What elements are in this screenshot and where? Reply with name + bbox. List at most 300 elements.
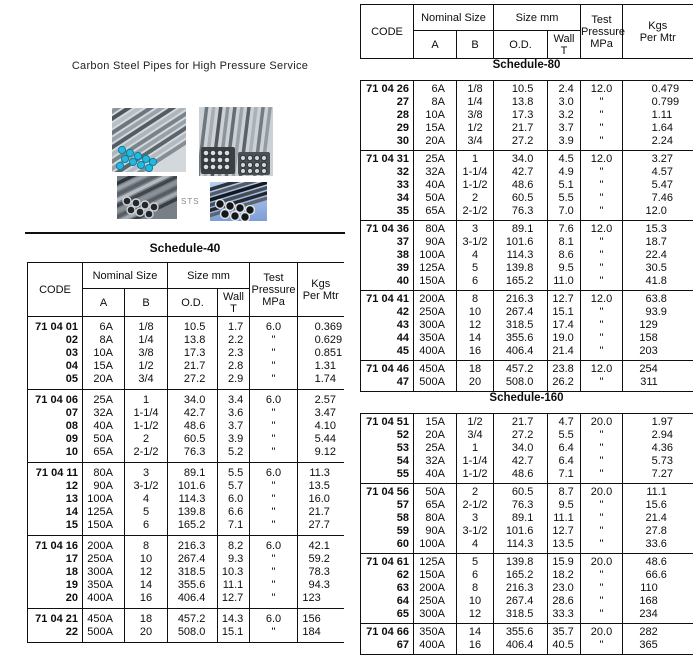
wall-cell: 12 .7 bbox=[218, 592, 250, 609]
od-cell: 101 .6 bbox=[494, 525, 548, 538]
wall-cell: 8 .7 bbox=[548, 484, 581, 500]
kgs-cell: 282 bbox=[623, 624, 693, 640]
nominal-b-cell: 1-1/2 bbox=[125, 420, 168, 433]
od-cell: 27 .2 bbox=[494, 429, 548, 442]
kgs-cell: 4 .36 bbox=[623, 442, 693, 455]
nominal-b-cell: 5 bbox=[457, 262, 494, 275]
col-header-wall-t: Wall T bbox=[218, 289, 250, 317]
code-cell: 45 bbox=[361, 345, 414, 361]
table-row bbox=[361, 468, 693, 484]
code-cell: 02 bbox=[28, 334, 83, 347]
table-row bbox=[361, 345, 693, 361]
od-cell: 355 .6 bbox=[494, 624, 548, 640]
od-cell: 406 .4 bbox=[494, 345, 548, 361]
kgs-cell: 184 bbox=[298, 626, 344, 643]
kgs-cell: 30 .5 bbox=[623, 262, 693, 275]
table-row bbox=[361, 554, 693, 570]
wall-cell: 3 .6 bbox=[218, 407, 250, 420]
code-cell: 59 bbox=[361, 525, 414, 538]
wall-cell: 9 .5 bbox=[548, 499, 581, 512]
od-cell: 10 .5 bbox=[494, 81, 548, 97]
kgs-cell: 3 .27 bbox=[623, 151, 693, 167]
pressure-cell: " bbox=[250, 373, 298, 390]
od-cell: 508 .0 bbox=[494, 376, 548, 392]
nominal-a-cell: 100A bbox=[83, 493, 125, 506]
od-cell: 13 .8 bbox=[494, 96, 548, 109]
od-cell: 114 .3 bbox=[494, 538, 548, 554]
table-row bbox=[28, 407, 344, 420]
nominal-a-cell: 500A bbox=[414, 376, 457, 392]
kgs-cell: 168 bbox=[623, 595, 693, 608]
code-cell: 71 04 36 bbox=[361, 221, 414, 237]
table-row bbox=[28, 446, 344, 463]
pressure-cell: " bbox=[581, 468, 623, 484]
nominal-a-cell: 300A bbox=[83, 566, 125, 579]
table-row bbox=[361, 608, 693, 624]
nominal-b-cell: 8 bbox=[125, 536, 168, 554]
od-cell: 457 .2 bbox=[168, 609, 218, 627]
od-cell: 27 .2 bbox=[494, 135, 548, 151]
code-cell: 03 bbox=[28, 347, 83, 360]
schedule-band-row bbox=[361, 392, 693, 414]
nominal-a-cell: 20A bbox=[414, 135, 457, 151]
table-row bbox=[361, 135, 693, 151]
col-header-kgs-per-mtr: Kgs Per Mtr bbox=[298, 263, 344, 317]
wall-cell: 11 .1 bbox=[548, 512, 581, 525]
nominal-a-cell: 125A bbox=[414, 554, 457, 570]
col-header-a: A bbox=[414, 31, 457, 59]
schedule40-heading: Schedule-40 bbox=[149, 241, 221, 255]
code-cell: 71 04 46 bbox=[361, 361, 414, 377]
pressure-cell: " bbox=[581, 525, 623, 538]
pressure-cell: " bbox=[250, 566, 298, 579]
od-cell: 76 .3 bbox=[168, 446, 218, 463]
right-tbody bbox=[361, 59, 693, 655]
nominal-a-cell: 400A bbox=[414, 345, 457, 361]
table-row bbox=[28, 579, 344, 592]
nominal-a-cell: 80A bbox=[414, 221, 457, 237]
code-cell: 57 bbox=[361, 499, 414, 512]
table-row bbox=[361, 291, 693, 307]
table-row bbox=[361, 205, 693, 221]
pressure-cell: " bbox=[250, 519, 298, 536]
od-cell: 27 .2 bbox=[168, 373, 218, 390]
code-cell: 55 bbox=[361, 468, 414, 484]
code-cell: 71 04 56 bbox=[361, 484, 414, 500]
nominal-b-cell: 20 bbox=[457, 376, 494, 392]
pressure-cell: " bbox=[250, 347, 298, 360]
nominal-b-cell: 6 bbox=[125, 519, 168, 536]
kgs-cell: 21 .7 bbox=[298, 506, 344, 519]
wall-cell: 8 .2 bbox=[218, 536, 250, 554]
table-row bbox=[361, 624, 693, 640]
pressure-cell: 12.0 bbox=[581, 291, 623, 307]
od-cell: 355 .6 bbox=[494, 332, 548, 345]
nominal-b-cell: 3/4 bbox=[125, 373, 168, 390]
wall-cell: 12 .7 bbox=[548, 525, 581, 538]
nominal-a-cell: 65A bbox=[83, 446, 125, 463]
code-cell: 64 bbox=[361, 595, 414, 608]
pressure-cell: " bbox=[581, 262, 623, 275]
nominal-b-cell: 3/4 bbox=[457, 135, 494, 151]
code-cell: 60 bbox=[361, 538, 414, 554]
nominal-b-cell: 10 bbox=[125, 553, 168, 566]
wall-cell: 14 .3 bbox=[218, 609, 250, 627]
nominal-a-cell: 125A bbox=[414, 262, 457, 275]
wall-cell: 5 .1 bbox=[548, 179, 581, 192]
wall-cell: 2 .3 bbox=[218, 347, 250, 360]
kgs-cell: 11 .3 bbox=[298, 463, 344, 481]
nominal-b-cell: 3/8 bbox=[125, 347, 168, 360]
wall-cell: 6 .4 bbox=[548, 455, 581, 468]
nominal-a-cell: 32A bbox=[414, 455, 457, 468]
pressure-cell: " bbox=[581, 455, 623, 468]
od-cell: 42 .7 bbox=[168, 407, 218, 420]
wall-cell: 7 .6 bbox=[548, 221, 581, 237]
nominal-a-cell: 40A bbox=[83, 420, 125, 433]
table-row bbox=[361, 192, 693, 205]
table-row bbox=[28, 553, 344, 566]
nominal-a-cell: 15A bbox=[83, 360, 125, 373]
pressure-cell: " bbox=[581, 109, 623, 122]
od-cell: 13 .8 bbox=[168, 334, 218, 347]
code-cell: 71 04 01 bbox=[28, 317, 83, 335]
kgs-cell: 78 .3 bbox=[298, 566, 344, 579]
od-cell: 216 .3 bbox=[494, 582, 548, 595]
nominal-a-cell: 25A bbox=[414, 442, 457, 455]
table-row bbox=[361, 122, 693, 135]
table-row bbox=[361, 96, 693, 109]
table-row bbox=[361, 306, 693, 319]
od-cell: 76 .3 bbox=[494, 205, 548, 221]
pressure-cell: 6.0 bbox=[250, 390, 298, 408]
table-row bbox=[361, 484, 693, 500]
kgs-cell: 311 bbox=[623, 376, 693, 392]
pressure-cell: " bbox=[250, 433, 298, 446]
pressure-cell: 6.0 bbox=[250, 463, 298, 481]
od-cell: 60 .5 bbox=[494, 484, 548, 500]
pipes-photo-dark-angled bbox=[117, 176, 177, 224]
kgs-cell: 5 .44 bbox=[298, 433, 344, 446]
schedule80-160-table bbox=[360, 4, 693, 655]
pressure-cell: " bbox=[250, 592, 298, 609]
col-header-od: O.D. bbox=[168, 289, 218, 317]
nominal-b-cell: 1 bbox=[457, 442, 494, 455]
pressure-cell: " bbox=[581, 538, 623, 554]
code-cell: 08 bbox=[28, 420, 83, 433]
nominal-b-cell: 18 bbox=[125, 609, 168, 627]
wall-cell: 2 .2 bbox=[218, 334, 250, 347]
code-cell: 15 bbox=[28, 519, 83, 536]
sts-caption: STS bbox=[181, 197, 200, 206]
table-row bbox=[28, 373, 344, 390]
nominal-b-cell: 12 bbox=[457, 319, 494, 332]
pressure-cell: " bbox=[250, 360, 298, 373]
wall-cell: 6 .0 bbox=[218, 493, 250, 506]
table-row bbox=[28, 433, 344, 446]
od-cell: 165 .2 bbox=[168, 519, 218, 536]
nominal-b-cell: 1/2 bbox=[125, 360, 168, 373]
wall-cell: 10 .3 bbox=[218, 566, 250, 579]
nominal-b-cell: 5 bbox=[125, 506, 168, 519]
pressure-cell: " bbox=[581, 639, 623, 655]
schedule-band-title: Schedule-160 bbox=[361, 392, 693, 414]
code-cell: 09 bbox=[28, 433, 83, 446]
kgs-cell: 5 .47 bbox=[623, 179, 693, 192]
kgs-cell: 254 bbox=[623, 361, 693, 377]
table-row bbox=[28, 390, 344, 408]
code-cell: 71 04 41 bbox=[361, 291, 414, 307]
nominal-a-cell: 25A bbox=[414, 151, 457, 167]
pressure-cell: " bbox=[250, 493, 298, 506]
kgs-cell: 15 .3 bbox=[623, 221, 693, 237]
kgs-cell: 5 .73 bbox=[623, 455, 693, 468]
pressure-cell: " bbox=[581, 499, 623, 512]
nominal-a-cell: 500A bbox=[83, 626, 125, 643]
nominal-a-cell: 32A bbox=[414, 166, 457, 179]
pressure-cell: 12.0 bbox=[581, 361, 623, 377]
wall-cell: 2 .4 bbox=[548, 81, 581, 97]
nominal-b-cell: 10 bbox=[457, 595, 494, 608]
kgs-cell: 203 bbox=[623, 345, 693, 361]
kgs-cell: 4 .57 bbox=[623, 166, 693, 179]
kgs-cell: 63 .8 bbox=[623, 291, 693, 307]
pressure-cell: 12.0 bbox=[581, 151, 623, 167]
nominal-a-cell: 6A bbox=[83, 317, 125, 335]
nominal-a-cell: 80A bbox=[83, 463, 125, 481]
od-cell: 139 .8 bbox=[168, 506, 218, 519]
nominal-b-cell: 1/4 bbox=[457, 96, 494, 109]
table-row bbox=[361, 361, 693, 377]
wall-cell: 4 .5 bbox=[548, 151, 581, 167]
pressure-cell: 12.0 bbox=[581, 81, 623, 97]
pressure-cell: 6.0 bbox=[250, 609, 298, 627]
nominal-b-cell: 1-1/2 bbox=[457, 468, 494, 484]
pressure-cell: " bbox=[581, 249, 623, 262]
col-header-code: CODE bbox=[28, 263, 83, 317]
code-cell: 14 bbox=[28, 506, 83, 519]
pressure-cell: " bbox=[250, 553, 298, 566]
nominal-b-cell: 2-1/2 bbox=[457, 499, 494, 512]
nominal-b-cell: 4 bbox=[125, 493, 168, 506]
table-row bbox=[361, 455, 693, 468]
code-cell: 20 bbox=[28, 592, 83, 609]
table-row bbox=[361, 429, 693, 442]
nominal-b-cell: 10 bbox=[457, 306, 494, 319]
table-row bbox=[361, 275, 693, 291]
code-cell: 42 bbox=[361, 306, 414, 319]
nominal-a-cell: 450A bbox=[83, 609, 125, 627]
table-row bbox=[361, 236, 693, 249]
wall-cell: 5 .5 bbox=[548, 192, 581, 205]
nominal-a-cell: 32A bbox=[83, 407, 125, 420]
wall-cell: 19 .0 bbox=[548, 332, 581, 345]
wall-cell: 12 .7 bbox=[548, 291, 581, 307]
nominal-a-cell: 10A bbox=[414, 109, 457, 122]
code-cell: 19 bbox=[28, 579, 83, 592]
nominal-b-cell: 16 bbox=[457, 639, 494, 655]
kgs-cell: 41 .8 bbox=[623, 275, 693, 291]
code-cell: 67 bbox=[361, 639, 414, 655]
kgs-cell: 11 .1 bbox=[623, 484, 693, 500]
col-header-a: A bbox=[83, 289, 125, 317]
nominal-b-cell: 3 bbox=[457, 221, 494, 237]
wall-cell: 8 .6 bbox=[548, 249, 581, 262]
od-cell: 89 .1 bbox=[494, 221, 548, 237]
nominal-b-cell: 2 bbox=[457, 192, 494, 205]
nominal-b-cell: 12 bbox=[125, 566, 168, 579]
nominal-a-cell: 450A bbox=[414, 361, 457, 377]
wall-cell: 3 .9 bbox=[548, 135, 581, 151]
code-cell: 34 bbox=[361, 192, 414, 205]
pressure-cell: " bbox=[581, 319, 623, 332]
wall-cell: 13 .5 bbox=[548, 538, 581, 554]
od-cell: 267 .4 bbox=[168, 553, 218, 566]
kgs-cell: 42 .1 bbox=[298, 536, 344, 554]
kgs-cell: 2 .94 bbox=[623, 429, 693, 442]
nominal-b-cell: 1-1/4 bbox=[457, 166, 494, 179]
code-cell: 29 bbox=[361, 122, 414, 135]
pressure-cell: " bbox=[581, 608, 623, 624]
table-row bbox=[361, 569, 693, 582]
od-cell: 139 .8 bbox=[494, 554, 548, 570]
table-row bbox=[28, 519, 344, 536]
nominal-a-cell: 65A bbox=[414, 499, 457, 512]
pressure-cell: " bbox=[250, 506, 298, 519]
nominal-b-cell: 1/2 bbox=[457, 122, 494, 135]
kgs-cell: 2 .57 bbox=[298, 390, 344, 408]
nominal-b-cell: 2 bbox=[125, 433, 168, 446]
col-header-nominal-size: Nominal Size bbox=[83, 263, 168, 289]
wall-cell: 11 .1 bbox=[218, 579, 250, 592]
code-cell: 71 04 26 bbox=[361, 81, 414, 97]
nominal-a-cell: 150A bbox=[414, 569, 457, 582]
code-cell: 71 04 51 bbox=[361, 414, 414, 430]
wall-cell: 40 .5 bbox=[548, 639, 581, 655]
wall-cell: 3 .7 bbox=[548, 122, 581, 135]
nominal-b-cell: 1 bbox=[457, 151, 494, 167]
nominal-b-cell: 14 bbox=[457, 332, 494, 345]
wall-cell: 5 .7 bbox=[218, 480, 250, 493]
nominal-a-cell: 100A bbox=[414, 538, 457, 554]
table-row bbox=[28, 609, 344, 627]
pressure-cell: " bbox=[581, 345, 623, 361]
wall-cell: 2 .8 bbox=[218, 360, 250, 373]
wall-cell: 4 .9 bbox=[548, 166, 581, 179]
pressure-cell: " bbox=[250, 420, 298, 433]
wall-cell: 33 .3 bbox=[548, 608, 581, 624]
nominal-b-cell: 1-1/4 bbox=[125, 407, 168, 420]
code-cell: 17 bbox=[28, 553, 83, 566]
kgs-cell: 15 .6 bbox=[623, 499, 693, 512]
table-row bbox=[28, 420, 344, 433]
kgs-cell: 18 .7 bbox=[623, 236, 693, 249]
pressure-cell: " bbox=[581, 135, 623, 151]
code-cell: 43 bbox=[361, 319, 414, 332]
nominal-b-cell: 8 bbox=[457, 291, 494, 307]
nominal-a-cell: 400A bbox=[414, 639, 457, 655]
col-header-od: O.D. bbox=[494, 31, 548, 59]
nominal-b-cell: 1-1/4 bbox=[457, 455, 494, 468]
pressure-cell: 6.0 bbox=[250, 317, 298, 335]
pressure-cell: " bbox=[250, 579, 298, 592]
od-cell: 21 .7 bbox=[494, 414, 548, 430]
pipes-photo-blue-ends bbox=[112, 108, 186, 177]
od-cell: 10 .5 bbox=[168, 317, 218, 335]
od-cell: 89 .1 bbox=[168, 463, 218, 481]
pressure-cell: " bbox=[581, 166, 623, 179]
kgs-cell: 12 .0 bbox=[623, 205, 693, 221]
col-header-size-mm: Size mm bbox=[168, 263, 250, 289]
kgs-cell: 0 .629 bbox=[298, 334, 344, 347]
od-cell: 318 .5 bbox=[494, 319, 548, 332]
nominal-a-cell: 20A bbox=[414, 429, 457, 442]
nominal-a-cell: 80A bbox=[414, 512, 457, 525]
kgs-cell: 0 .799 bbox=[623, 96, 693, 109]
wall-cell: 18 .2 bbox=[548, 569, 581, 582]
code-cell: 12 bbox=[28, 480, 83, 493]
col-header-nominal-size: Nominal Size bbox=[414, 5, 494, 31]
pressure-cell: " bbox=[581, 569, 623, 582]
od-cell: 355 .6 bbox=[168, 579, 218, 592]
kgs-cell: 1 .31 bbox=[298, 360, 344, 373]
nominal-b-cell: 3/4 bbox=[457, 429, 494, 442]
wall-cell: 17 .4 bbox=[548, 319, 581, 332]
od-cell: 17 .3 bbox=[168, 347, 218, 360]
wall-cell: 15 .1 bbox=[548, 306, 581, 319]
wall-cell: 4 .7 bbox=[548, 414, 581, 430]
nominal-a-cell: 100A bbox=[414, 249, 457, 262]
nominal-a-cell: 40A bbox=[414, 179, 457, 192]
kgs-cell: 9 .12 bbox=[298, 446, 344, 463]
nominal-a-cell: 350A bbox=[83, 579, 125, 592]
nominal-a-cell: 200A bbox=[414, 291, 457, 307]
code-cell: 13 bbox=[28, 493, 83, 506]
nominal-b-cell: 16 bbox=[125, 592, 168, 609]
table-row bbox=[361, 639, 693, 655]
kgs-cell: 16 .0 bbox=[298, 493, 344, 506]
table-row bbox=[361, 179, 693, 192]
col-header-b: B bbox=[125, 289, 168, 317]
od-cell: 216 .3 bbox=[494, 291, 548, 307]
wall-cell: 5 .2 bbox=[218, 446, 250, 463]
kgs-cell: 27 .8 bbox=[623, 525, 693, 538]
nominal-a-cell: 20A bbox=[83, 373, 125, 390]
nominal-a-cell: 350A bbox=[414, 332, 457, 345]
od-cell: 508 .0 bbox=[168, 626, 218, 643]
schedule40-table bbox=[27, 262, 344, 643]
schedule-band-title: Schedule-80 bbox=[361, 59, 693, 81]
code-cell: 32 bbox=[361, 166, 414, 179]
nominal-b-cell: 14 bbox=[125, 579, 168, 592]
table-row bbox=[361, 499, 693, 512]
table-row bbox=[28, 480, 344, 493]
nominal-a-cell: 300A bbox=[414, 608, 457, 624]
nominal-a-cell: 15A bbox=[414, 122, 457, 135]
pressure-cell: " bbox=[581, 122, 623, 135]
code-cell: 38 bbox=[361, 249, 414, 262]
kgs-cell: 93 .9 bbox=[623, 306, 693, 319]
nominal-a-cell: 8A bbox=[83, 334, 125, 347]
od-cell: 42 .7 bbox=[494, 455, 548, 468]
nominal-a-cell: 200A bbox=[414, 582, 457, 595]
table-row bbox=[28, 360, 344, 373]
od-cell: 457 .2 bbox=[494, 361, 548, 377]
table-row bbox=[361, 249, 693, 262]
nominal-a-cell: 150A bbox=[414, 275, 457, 291]
nominal-b-cell: 3-1/2 bbox=[457, 236, 494, 249]
nominal-b-cell: 1/8 bbox=[125, 317, 168, 335]
